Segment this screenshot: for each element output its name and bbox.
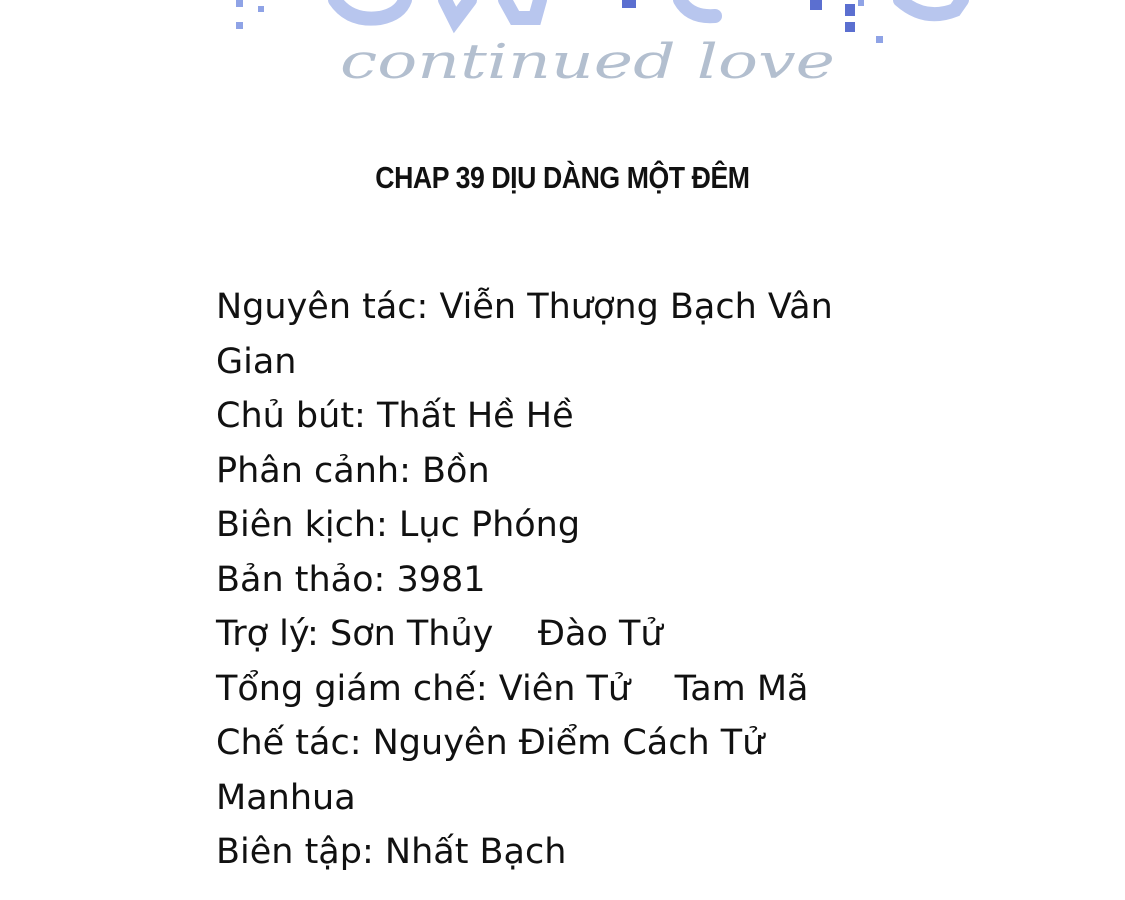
credit-producer (216, 716, 976, 825)
credit-original-value-line2: Gian (216, 341, 297, 382)
logo-script-text: continued love (340, 34, 835, 90)
credit-original-value-line1: Viễn Thượng Bạch Vân (439, 287, 833, 327)
credit-assistants: Trợ lý: Sơn Thủy Đào Tử (216, 614, 663, 654)
credit-draft: Bản thảo: 3981 (216, 559, 486, 600)
logo-letters (335, 0, 962, 20)
series-logo (0, 0, 1125, 100)
credit-producer-line2: Manhua (216, 777, 356, 818)
credit-editor: Biên tập: Nhất Bạch (216, 832, 567, 872)
credit-screenwriter: Biên kịch: Lục Phóng (216, 505, 581, 545)
credit-producer-line1: Chế tác: Nguyên Điểm Cách Tử (216, 723, 765, 763)
credit-storyboard: Phân cảnh: Bồn (216, 450, 490, 491)
credit-original-author (216, 280, 976, 389)
logo-accent-shapes (622, 0, 855, 32)
credit-original-label: Nguyên tác: (216, 287, 429, 327)
credit-supervisor: Tổng giám chế: Viên Tử Tam Mã (216, 668, 809, 709)
chapter-title: CHAP 39 DỊU DÀNG MỘT ĐÊM (375, 160, 750, 195)
credits-list (216, 280, 976, 880)
credit-lead-artist: Chủ bút: Thất Hề Hề (216, 396, 574, 436)
